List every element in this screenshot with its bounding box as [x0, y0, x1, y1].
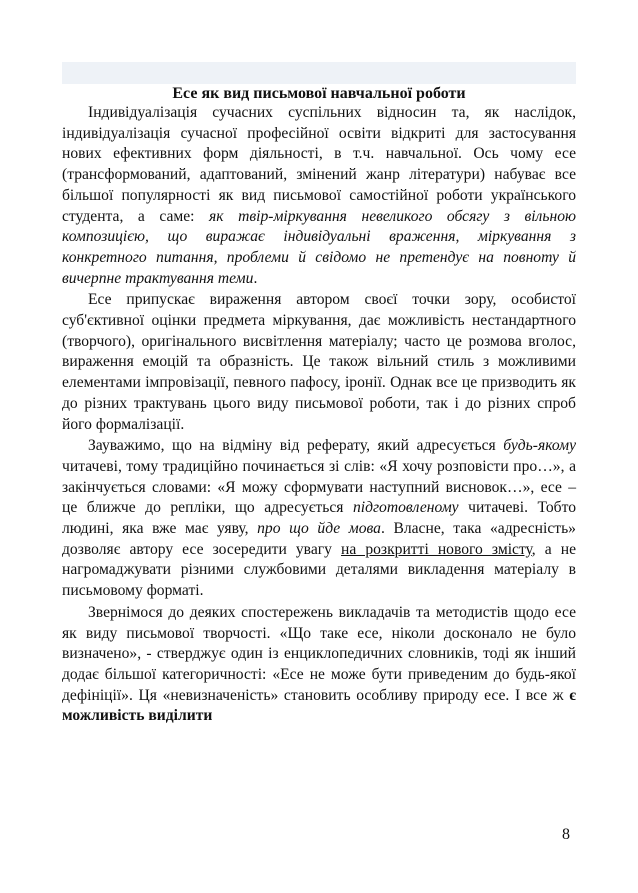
text-run: , а не нагромаджувати різними службовими деталями викладення матеріалу в письмовому форматі. [62, 540, 576, 600]
text-run: Індивідуалізація сучасних суспільних відносин та, як наслідок, індивідуалізація сучасної професійної освіти відкриті для застосування нових ефективних форм діяльності, в т.ч. навчальної. Ось чому есе (трансформований, адаптований, змінений жанр літератури) набуває все більшої популярності як вид письмової самостійної роботи українського студента, а саме: [62, 104, 576, 225]
text-run: . [253, 269, 258, 287]
text-run: . Власне, така «адресність» дозволяє автору есе зосередити увагу [62, 520, 576, 558]
bold-text-run: є можливість виділити [62, 686, 576, 725]
text-run: читачеві, тому традиційно починається зі слів: «Я хочу розповісти про…», а закінчується словами: «Я можу сформувати наступний висновок…», есе – це ближче до репліки, що адресується [62, 457, 576, 517]
text-run: Звернімося до деяких спостережень викладачів та методистів щодо есе як виду письмової творчості. «Що таке есе, ніколи досконало не було визначено», - стверджує один із енциклопедичних словників, тоді як інший додає більшої категоричності: «Есе не може бути приведеним до будь-якої дефініції». Ця «невизначеність» становить особливу природу есе. І все ж [62, 603, 576, 704]
header-band [62, 62, 576, 84]
section-title: Есе як вид письмової навчальної роботи [172, 85, 466, 102]
paragraph [62, 103, 576, 289]
paragraph [62, 603, 576, 727]
underline-text-run: на розкритті нового змісту [341, 540, 532, 558]
body-text [62, 103, 576, 727]
italic-text-run: як твір-міркування невеликого обсягу з вільною композицією, що виражає індивідуальні враження, міркування з конкретного питання, проблеми й свідомо не претендує на повноту й вичерпне трактування теми [62, 207, 576, 287]
text-run: Зауважимо, що на відміну від реферату, який адресується [88, 437, 504, 455]
paragraph [62, 436, 576, 602]
text-run: читачеві. Тобто людині, яка вже має уяву, [62, 499, 576, 538]
italic-text-run: про що йде мова [257, 520, 381, 538]
paragraph [62, 290, 576, 435]
page-number: 8 [562, 826, 570, 843]
text-run: Есе припускає вираження автором своєї точки зору, особистої суб'єктивної оцінки предмета міркування, дає можливість нестандартного (творчого), оригінального висвітлення матеріалу; часто це розмова вголос, вираження емоцій та образність. Це також вільний стиль з можливими елементами імпровізації, певного пафосу, іронії. Однак все це призводить як до різних трактувань цього виду письмової роботи, так і до різних спроб його формалізації. [62, 291, 576, 433]
italic-text-run: будь-якому [503, 437, 576, 455]
italic-text-run: підготовленому [352, 499, 459, 517]
document-page [62, 84, 576, 727]
